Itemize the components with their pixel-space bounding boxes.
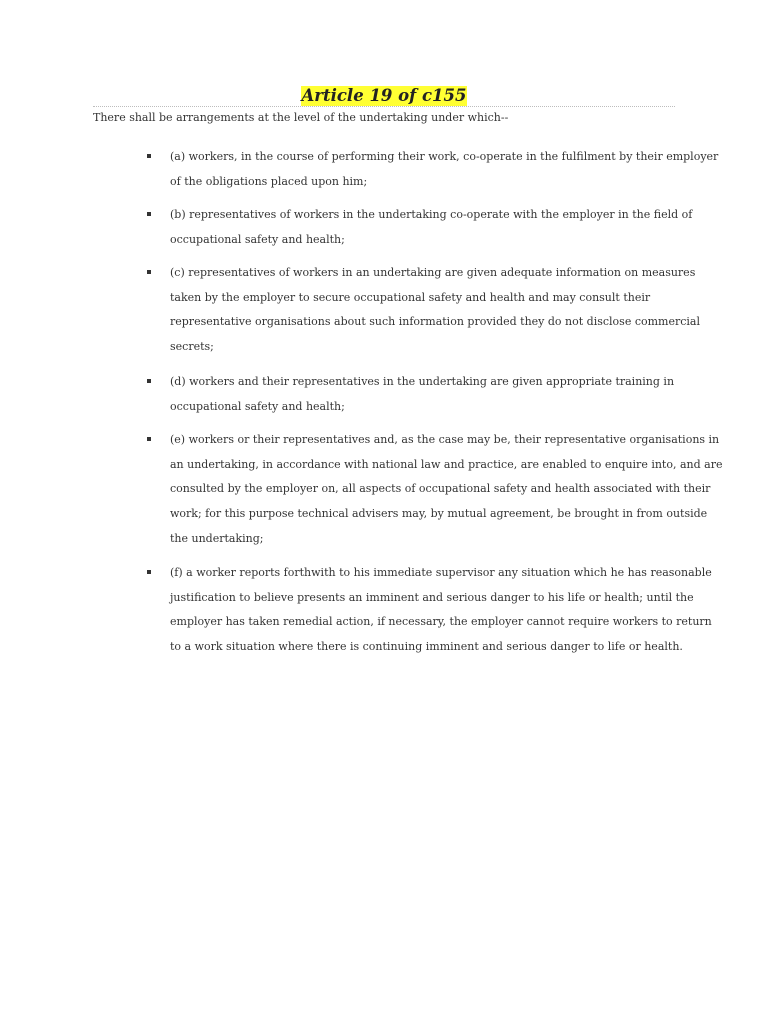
list-item-line: of the obligations placed upon him; [170,174,368,188]
list-item-line: (d) workers and their representatives in the undertaking are given appropriate training in [170,375,675,388]
list-item-line: occupational safety and health; [170,399,345,413]
list-item-line: (f) a worker reports forthwith to his immediate supervisor any situation which he has reasonable [170,566,712,579]
title-container [0,86,768,106]
list-item-text [170,370,675,419]
list-item-line: (b) representatives of workers in the undertaking co-operate with the employer in the field of [170,208,693,221]
list-item-line: occupational safety and health; [170,232,345,246]
list-item [145,428,723,552]
square-bullet-icon [145,261,153,286]
square-bullet-icon [145,145,153,170]
list-item-line: the undertaking; [170,531,264,545]
list-item-text [170,203,693,252]
list-item-line: an undertaking, in accordance with national law and practice, are enabled to enquire into, and are [170,457,723,471]
list-item-text [170,561,712,660]
list-item-text [170,261,700,360]
square-bullet-icon [145,203,153,228]
list-item-line: (e) workers or their representatives and, as the case may be, their representative organisations in [170,433,720,446]
list-item-line: (a) workers, in the course of performing their work, co-operate in the fulfilment by their employer [170,150,719,163]
list-item-line: consulted by the employer on, all aspects of occupational safety and health associated with their [170,482,711,496]
square-bullet-icon [145,428,153,453]
list-item-line: employer has taken remedial action, if necessary, the employer cannot require workers to return [170,615,712,629]
intro-paragraph: There shall be arrangements at the level of the undertaking under which-- [93,111,509,124]
article-title: Article 19 of c155 [301,86,467,105]
list-item-line: work; for this purpose technical advisers may, by mutual agreement, be brought in from outside [170,507,708,521]
list-item [145,561,712,660]
list-item-line: representative organisations about such information provided they do not disclose commercial [170,315,700,329]
list-item [145,261,700,360]
list-item-line: secrets; [170,340,214,354]
list-item-line: justification to believe presents an imminent and serious danger to his life or health; until the [170,590,694,604]
list-item-line: taken by the employer to secure occupational safety and health and may consult their [170,290,651,304]
list-item [145,145,719,194]
list-item-line: to a work situation where there is continuing imminent and serious danger to life or health. [170,640,683,654]
list-item-text [170,428,723,552]
list-item [145,203,693,252]
square-bullet-icon [145,370,153,395]
square-bullet-icon [145,561,153,586]
list-item [145,370,675,419]
list-item-line: (c) representatives of workers in an undertaking are given adequate information on measures [170,266,696,279]
list-item-text [170,145,719,194]
title-divider [93,106,675,107]
